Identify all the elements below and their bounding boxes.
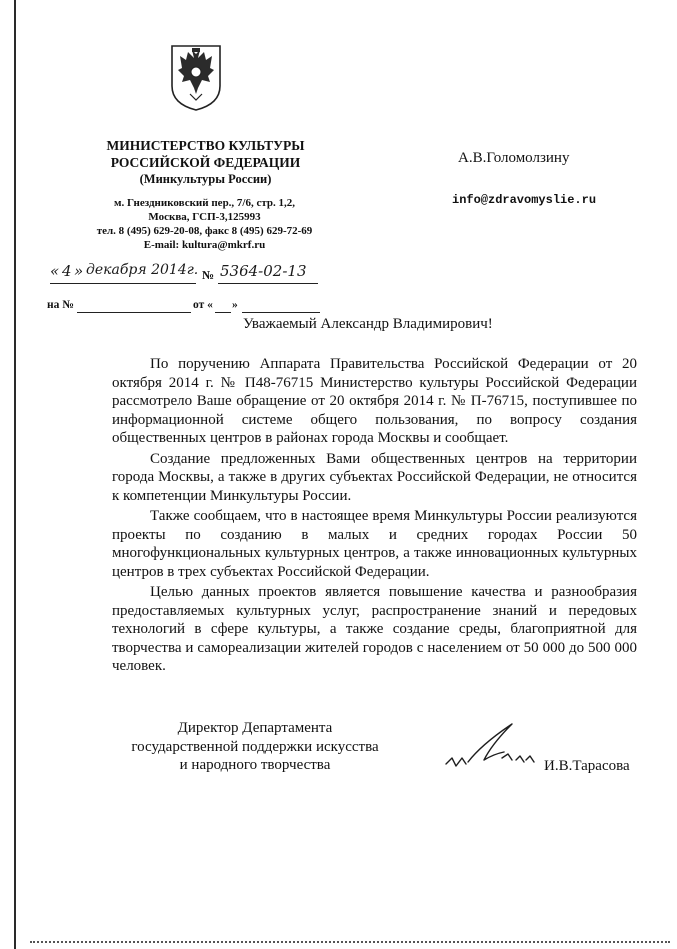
ref-number-underline: [77, 312, 191, 313]
signatory-title-line2: государственной поддержки искусства: [131, 738, 379, 755]
signatory-title: [120, 719, 390, 775]
ministry-name-line1: МИНИСТЕРСТВО КУЛЬТУРЫ: [106, 138, 305, 153]
coat-of-arms-emblem: [168, 42, 224, 112]
ref-date-underline: [242, 312, 320, 313]
handwritten-date-open-quote: «: [50, 262, 60, 280]
ministry-name-block: [98, 137, 313, 188]
ref-label-close: »: [232, 299, 238, 311]
letter-paragraph: По поручению Аппарата Правительства Российской Федерации от 20 октября 2014 г. № П48-76715 Министерство культуры Российской Федерации рассмотрело Ваше обращение от 20 октября 2014 г. № П-76715, поступившее по информационной системе общего пользования, по вопросу создания общественных центров в районах города Москвы и сообщает.: [112, 356, 637, 446]
letter-salutation: Уважаемый Александр Владимирович!: [243, 316, 493, 332]
ref-day-underline: [215, 312, 231, 313]
address-phone-fax: тел. 8 (495) 629-20-08, факс 8 (495) 629-72-69: [96, 225, 313, 237]
number-sign: №: [202, 268, 215, 282]
ref-label-ot: от «: [193, 299, 213, 311]
letter-paragraph: Также сообщаем, что в настоящее время Минкультуры России реализуются проекты по созданию в малых и средних городах России 50 многофункциональных культурных центров, а также инновационных культурных центров в трех субъектах Российской Федерации.: [112, 508, 637, 580]
date-underline: [50, 283, 196, 284]
signatory-name: И.В.Тарасова: [544, 758, 630, 774]
page-bottom-edge: [30, 941, 670, 943]
address-city: Москва, ГСП-3,125993: [148, 211, 261, 223]
handwritten-date-close-quote: »: [74, 262, 84, 280]
recipient-email: info@zdravomyslie.ru: [452, 193, 597, 207]
handwritten-signature: [442, 714, 542, 774]
number-underline: [218, 283, 318, 284]
ministry-name-line2: РОССИЙСКОЙ ФЕДЕРАЦИИ: [110, 155, 301, 170]
signatory-title-line3: и народного творчества: [179, 757, 331, 773]
handwritten-registration-number: 5364-02-13: [220, 262, 307, 280]
letter-paragraph: Создание предложенных Вами общественных центров на территории города Москвы, а также в других субъектах Российской Федерации, не относится к компетенции Минкультуры России.: [112, 450, 637, 504]
signatory-title-line1: Директор Департамента: [177, 720, 333, 736]
recipient-name: А.В.Голомолзину: [458, 150, 570, 166]
ref-label-na: на №: [47, 299, 74, 311]
letter-body: [112, 355, 637, 678]
ministry-address-block: [92, 196, 317, 252]
letter-paragraph: Целью данных проектов является повышение качества и разнообразия предоставляемых культурных услуг, распространение знаний и передовых технологий в сфере культуры, а также создание среды, благоприятной для творчества и самореализации жителей городов с населением от 50 000 до 500 000 человек.: [112, 584, 637, 674]
reference-line: [47, 299, 74, 311]
handwritten-date-day: 4: [62, 262, 72, 280]
address-street: м. Гнездниковский пер., 7/6, стр. 1,2,: [113, 197, 296, 209]
page-left-edge: [14, 0, 16, 949]
handwritten-date-month-year: декабря 2014г.: [86, 262, 199, 278]
address-email: E-mail: kultura@mkrf.ru: [143, 239, 266, 251]
ministry-short-name: (Минкультуры России): [139, 172, 272, 186]
